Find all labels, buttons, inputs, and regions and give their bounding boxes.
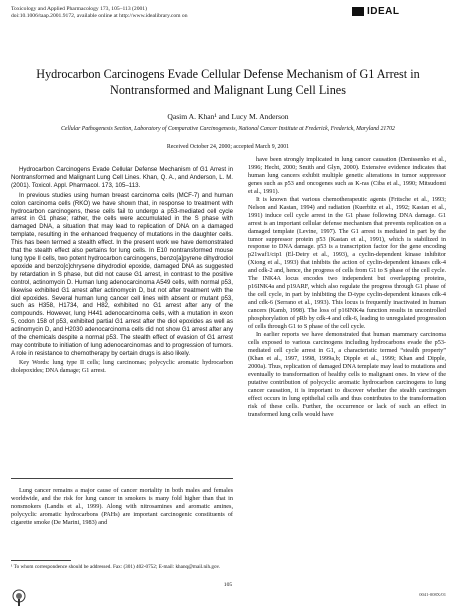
journal-citation-line: Toxicology and Applied Pharmacology 173, 105–113 (2001)	[11, 6, 147, 12]
page-number: 105	[223, 582, 233, 588]
left-column-body	[11, 487, 233, 527]
right-column-body	[248, 156, 446, 418]
affiliation: Cellular Pathogenesis Section, Laboratory of Comparative Carcinogenesis, National Cancer Institute at Frederick, Frederick, Maryland 21702	[61, 126, 395, 132]
right-paragraph-1: have been strongly implicated in lung cancer causation (Denissenko et al., 1996; Hecht, 2000; Smith and Glyn, 2000). Extensive evidence indicates that human lung cancers exhibit multiple genetic alterations in tumor suppressor genes such as p53 and oncogenes such as K-ras (Ciba et al., 1990; Mitsudomi et al., 1991).	[248, 156, 446, 195]
footnote-divider	[11, 560, 71, 561]
correspondence-footnote: ¹ To whom correspondence should be addressed. Fax: (301) 402-0752; E-mail: khanq@mail.nih.gov.	[11, 564, 221, 570]
article-title: Hydrocarbon Carcinogens Evade Cellular Defense Mechanism of G1 Arrest in Nontransformed and Malignant Lung Cell Lines	[36, 67, 420, 97]
abstract-citation: Hydrocarbon Carcinogens Evade Cellular Defense Mechanism of G1 Arrest in Nontransformed and Malignant Lung Cell Lines. Khan, Q. A., and Anderson, L. M. (2001). Toxicol. Appl. Pharmacol. 173, 105–113.	[11, 166, 233, 189]
intro-paragraph: Lung cancer remains a major cause of cancer mortality in both males and females worldwide, and the risk for lung cancer in smokers is many fold higher than that in nonsmokers (Landis et al., 1999). Along with nitrosamines and aromatic amines, polycyclic aromatic hydrocarbons (PAHs) are important carcinogenic constituents of cigarette smoke (De Marini, 1983) and	[11, 487, 233, 527]
doi-line: doi:10.1006/taap.2001.9172, available online at http://www.idealibrary.com on	[11, 13, 188, 19]
abstract	[11, 166, 233, 376]
journal-header	[11, 6, 188, 20]
right-paragraph-3: In earlier reports we have demonstrated that human mammary carcinoma cells exposed to various carcinogens including hydrocarbons evade the p53-mediated cell cycle arrest in G1, a characteristic termed “stealth property” (Khan et al., 1997, 1998, 1999a,b; Dipple et al., 1999; Khan and Dipple, 2000a). Thus, replication of damaged DNA template may lead to mutations and eventually to transformation of healthy cells to malignant ones. In view of the putative contribution of polycyclic aromatic hydrocarbon carcinogens to lung cancer causation, it is important to discover whether the stealth carcinogen effect occurs in lung epithelial cells and thus contributes to the transformation risk of these cells. Further, the occurrence or lack of such an effect in transformed lung cells would have	[248, 330, 446, 418]
abstract-divider	[11, 478, 233, 479]
authors: Qasim A. Khan¹ and Lucy M. Anderson	[167, 112, 289, 121]
publisher-tree-icon	[11, 589, 27, 607]
keywords: Key Words: lung type II cells; lung carcinomas; polycyclic aromatic hydrocarbon diolepoxides; DNA damage; G1 arrest.	[11, 359, 233, 374]
received-dates: Received October 24, 2000; accepted March 9, 2001	[166, 144, 290, 150]
logo-mark-icon	[352, 7, 364, 16]
right-paragraph-2: It is known that various chemotherapeutic agents (Fritsche et al., 1993; Nelson and Kastan, 1994) and radiation (Kuerbitz et al., 1992; Kastan et al., 1991) induce cell cycle arrest in the G1 phase following DNA damage. G1 arrest is an important cellular defense mechanism that prevents replication on a damaged template (Levine, 1997). The G1 arrest is mediated in part by the tumor suppressor protein p53 (Kastan et al., 1991), which is stabilized in response to DNA damage. p53 is a transcription factor for the gene encoding p21waf1/cip1 (El-Deiry et al., 1993), a cyclin-dependent kinase inhibitor (Xiong et al., 1993) that inhibits the action of cyclin-dependent kinases cdk-4 and cdk-2 and, hence, the progress of cells from G1 to S phase of the cell cycle. The INK4A locus encodes two independent but overlapping proteins, p16INK4a and p19ARF, which also regulate the progress through G1 phase of the cell cycle, in part by inhibiting the D-type cyclin-dependent kinases cdk-4 and cdk-6 (Serrano et al., 1993). This locus is frequently inactivated in human cancers (Kamb, 1998). The loss of p16INK4a function results in uncontrolled phosphorylation of pRb by cdk-4 and cdk-6, leading to unregulated progression of cells through G1 to S phase of the cell cycle.	[248, 195, 446, 331]
logo-text: IDEAL	[367, 6, 400, 17]
abstract-body: In previous studies using human breast carcinoma cells (MCF-7) and human colon carcinoma cells (RKO) we have shown that, in response to treatment with hydrocarbon carcinogens, these cells fail to undergo a p53-mediated cell cycle arrest in G1 phase; rather, the cells were accumulated in the S phase with damaged DNA, a situation that may lead to replication of DNA on a damaged template, resulting in the enhanced frequency of mutations in the daughter cells. This has been termed a stealth effect. In the present work we have demonstrated that the stealth effect also pertains for lung cells. In E10 nontransformed mouse lung type II cells, two potent hydrocarbon carcinogens, benzo[a]pyrene dihydrodiol epoxide and benzo[c]chrysene dihydrodiol epoxide, damaged DNA as suggested by retardation in S phase, but did not cause G1 arrest, in contrast to the positive control, actinomycin D. Human lung adenocarcinoma A549 cells, with normal p53, likewise exhibited G1 arrest after actinomycin D, but not after treatment with the diol epoxides. Several human lung cancer cell lines with absent or mutant p53, such as H358, H1734, and H82, exhibited no G1 arrest after any of the compounds. However, lung H441 adenocarcinoma cells, with a mutation in exon 5, codon 158 of p53, exhibited partial G1 arrest after the diol epoxides as well as actinomycin D, and H2030 adenocarcinoma cells did not show G1 arrest after any of the chemicals despite a normal p53. The stealth effect of evasion of G1 arrest may contribute to initiation of lung adenocarcinomas and to progression of tumors. A role in resistance to chemotherapy by certain drugs is also likely.	[11, 191, 233, 357]
issn-code: 0041-008X/01	[419, 592, 446, 597]
ideal-logo	[352, 6, 400, 17]
